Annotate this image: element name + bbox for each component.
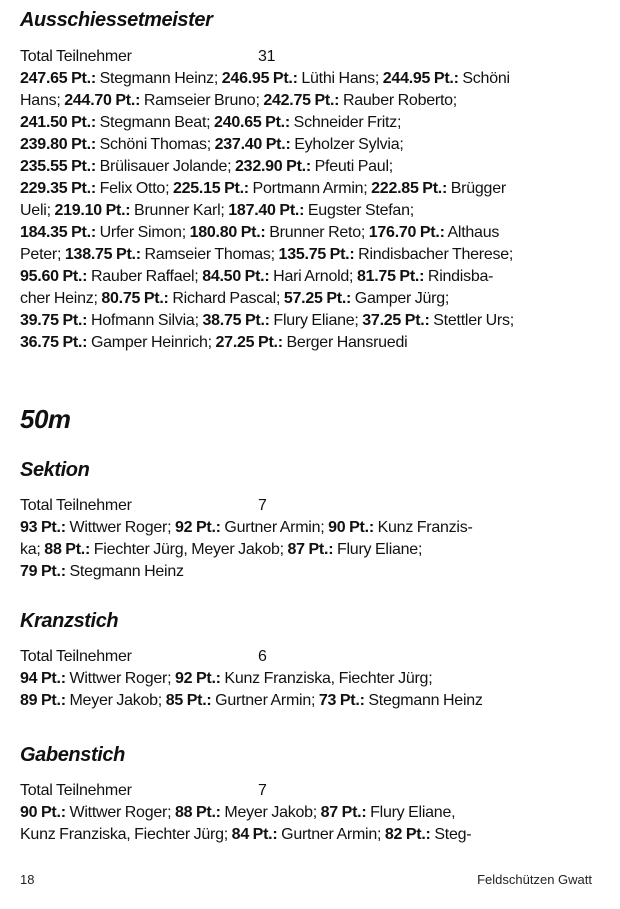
total-participants-row bbox=[20, 646, 610, 668]
participant-names: Gurtner Armin; bbox=[211, 692, 319, 709]
result-line bbox=[20, 222, 610, 244]
score: 93 Pt.: bbox=[20, 519, 66, 536]
score: 246.95 Pt.: bbox=[221, 70, 298, 87]
score: 88 Pt.: bbox=[44, 541, 91, 558]
participant-names: Flury Eliane, bbox=[366, 804, 456, 821]
result-line bbox=[20, 824, 610, 846]
participant-names: Eugster Stefan; bbox=[304, 202, 414, 219]
score: 73 Pt.: bbox=[318, 692, 365, 709]
total-label: Total Teilnehmer bbox=[20, 497, 132, 514]
result-line bbox=[20, 156, 610, 178]
score: 232.90 Pt.: bbox=[235, 158, 311, 175]
result-line bbox=[20, 690, 610, 712]
participant-names: Hari Arnold; bbox=[269, 268, 357, 285]
participant-names: Wittwer Roger; bbox=[65, 519, 175, 536]
section-title-kranzstich: Kranzstich bbox=[20, 610, 119, 632]
participant-names: Althaus bbox=[444, 224, 500, 241]
result-line bbox=[20, 68, 610, 90]
participant-names: Gurtner Armin; bbox=[277, 826, 385, 843]
participant-names: Wittwer Roger; bbox=[65, 804, 175, 821]
score: 219.10 Pt.: bbox=[54, 202, 131, 219]
participant-names: Lüthi Hans; bbox=[297, 70, 383, 87]
score: 39.75 Pt.: bbox=[20, 312, 88, 329]
score: 135.75 Pt.: bbox=[278, 246, 355, 263]
total-label: Total Teilnehmer bbox=[20, 782, 132, 799]
result-line bbox=[20, 244, 610, 266]
score: 138.75 Pt.: bbox=[64, 246, 141, 263]
section-title-gabenstich: Gabenstich bbox=[20, 744, 125, 766]
participant-names: Rauber Raffael; bbox=[87, 268, 203, 285]
heading-50m: 50m bbox=[20, 404, 71, 434]
participant-names: Flury Eliane; bbox=[333, 541, 423, 558]
result-line bbox=[20, 802, 610, 824]
participant-names: Pfeuti Paul; bbox=[310, 158, 393, 175]
participant-names: cher Heinz; bbox=[20, 290, 102, 307]
participant-names: Peter; bbox=[20, 246, 65, 263]
score: 89 Pt.: bbox=[20, 692, 66, 709]
participant-names: ka; bbox=[20, 541, 45, 558]
participant-names: Stegmann Heinz bbox=[364, 692, 483, 709]
score: 187.40 Pt.: bbox=[228, 202, 305, 219]
score: 247.65 Pt.: bbox=[20, 70, 96, 87]
score: 242.75 Pt.: bbox=[263, 92, 340, 109]
total-value: 7 bbox=[258, 782, 267, 799]
participant-names: Kunz Franziska, Fiechter Jürg; bbox=[220, 670, 433, 687]
score: 222.85 Pt.: bbox=[371, 180, 448, 197]
participant-names: Schöni bbox=[458, 70, 510, 87]
score: 90 Pt.: bbox=[20, 804, 66, 821]
score: 90 Pt.: bbox=[328, 519, 374, 536]
score: 239.80 Pt.: bbox=[20, 136, 96, 153]
participant-names: Meyer Jakob; bbox=[65, 692, 166, 709]
section-body-sektion bbox=[20, 495, 610, 583]
result-line bbox=[20, 288, 610, 310]
total-participants-row bbox=[20, 780, 610, 802]
participant-names: Richard Pascal; bbox=[168, 290, 284, 307]
participant-names: Flury Eliane; bbox=[269, 312, 363, 329]
participant-names: Wittwer Roger; bbox=[65, 670, 175, 687]
score: 84 Pt.: bbox=[231, 826, 278, 843]
total-value: 7 bbox=[258, 497, 267, 514]
participant-names: Rauber Roberto; bbox=[339, 92, 457, 109]
total-label: Total Teilnehmer bbox=[20, 48, 132, 65]
participant-names: Meyer Jakob; bbox=[220, 804, 321, 821]
total-label: Total Teilnehmer bbox=[20, 648, 132, 665]
score: 85 Pt.: bbox=[165, 692, 212, 709]
page-number: 18 bbox=[20, 872, 35, 887]
participant-names: Fiechter Jürg, Meyer Jakob; bbox=[90, 541, 288, 558]
score: 84.50 Pt.: bbox=[202, 268, 270, 285]
score: 240.65 Pt.: bbox=[214, 114, 290, 131]
score: 225.15 Pt.: bbox=[172, 180, 249, 197]
score: 244.70 Pt.: bbox=[64, 92, 141, 109]
participant-names: Gurtner Armin; bbox=[220, 519, 329, 536]
section-title-sektion: Sektion bbox=[20, 459, 90, 481]
score: 37.25 Pt.: bbox=[362, 312, 430, 329]
participant-names: Brügger bbox=[447, 180, 506, 197]
result-line bbox=[20, 90, 610, 112]
footer-publisher: Feldschützen Gwatt bbox=[477, 872, 592, 887]
participant-names: Brunner Reto; bbox=[265, 224, 369, 241]
result-line bbox=[20, 310, 610, 332]
result-line bbox=[20, 134, 610, 156]
score: 92 Pt.: bbox=[174, 670, 221, 687]
participant-names: Berger Hansruedi bbox=[282, 334, 408, 351]
total-participants-row bbox=[20, 495, 610, 517]
participant-names: Steg- bbox=[430, 826, 472, 843]
score: 82 Pt.: bbox=[384, 826, 431, 843]
participant-names: Stettler Urs; bbox=[429, 312, 514, 329]
participant-names: Kunz Franziska, Fiechter Jürg; bbox=[20, 826, 232, 843]
section-body-ausschiessetmeister bbox=[20, 46, 610, 354]
score: 235.55 Pt.: bbox=[20, 158, 96, 175]
score: 87 Pt.: bbox=[287, 541, 334, 558]
participant-names: Ramseier Bruno; bbox=[140, 92, 264, 109]
score: 94 Pt.: bbox=[20, 670, 66, 687]
participant-names: Ramseier Thomas; bbox=[140, 246, 279, 263]
participant-names: Eyholzer Sylvia; bbox=[290, 136, 404, 153]
score: 92 Pt.: bbox=[174, 519, 221, 536]
participant-names: Schneider Fritz; bbox=[289, 114, 402, 131]
score: 244.95 Pt.: bbox=[382, 70, 459, 87]
participant-names: Schöni Thomas; bbox=[95, 136, 215, 153]
result-line bbox=[20, 112, 610, 134]
score: 57.25 Pt.: bbox=[283, 290, 352, 307]
result-line bbox=[20, 517, 610, 539]
participant-names: Portmann Armin; bbox=[248, 180, 372, 197]
score: 180.80 Pt.: bbox=[189, 224, 266, 241]
participant-names: Hofmann Silvia; bbox=[87, 312, 203, 329]
result-line bbox=[20, 539, 610, 561]
score: 241.50 Pt.: bbox=[20, 114, 96, 131]
result-line bbox=[20, 561, 610, 583]
score: 184.35 Pt.: bbox=[20, 224, 96, 241]
score: 237.40 Pt.: bbox=[214, 136, 291, 153]
section-title-ausschiessetmeister: Ausschiessetmeister bbox=[20, 9, 213, 31]
score: 80.75 Pt.: bbox=[101, 290, 169, 307]
result-line bbox=[20, 668, 610, 690]
participant-names: Brunner Karl; bbox=[130, 202, 229, 219]
score: 36.75 Pt.: bbox=[20, 334, 88, 351]
result-line bbox=[20, 266, 610, 288]
section-body-kranzstich bbox=[20, 646, 610, 712]
total-value: 6 bbox=[258, 648, 267, 665]
score: 27.25 Pt.: bbox=[215, 334, 283, 351]
score: 87 Pt.: bbox=[320, 804, 367, 821]
result-line bbox=[20, 332, 610, 354]
score: 79 Pt.: bbox=[20, 563, 66, 580]
total-value: 31 bbox=[258, 48, 276, 65]
result-line bbox=[20, 200, 610, 222]
participant-names: Rindisba- bbox=[424, 268, 494, 285]
participant-names: Gamper Jürg; bbox=[351, 290, 450, 307]
participant-names: Stegmann Beat; bbox=[95, 114, 215, 131]
score: 229.35 Pt.: bbox=[20, 180, 96, 197]
result-line bbox=[20, 178, 610, 200]
participant-names: Stegmann Heinz; bbox=[95, 70, 222, 87]
section-body-gabenstich bbox=[20, 780, 610, 846]
participant-names: Hans; bbox=[20, 92, 65, 109]
score: 88 Pt.: bbox=[174, 804, 221, 821]
participant-names: Kunz Franzis- bbox=[373, 519, 473, 536]
score: 176.70 Pt.: bbox=[368, 224, 445, 241]
participant-names: Ueli; bbox=[20, 202, 55, 219]
participant-names: Brülisauer Jolande; bbox=[95, 158, 236, 175]
participant-names: Rindisbacher Therese; bbox=[354, 246, 514, 263]
participant-names: Urfer Simon; bbox=[95, 224, 190, 241]
score: 81.75 Pt.: bbox=[356, 268, 425, 285]
participant-names: Stegmann Heinz bbox=[65, 563, 184, 580]
participant-names: Gamper Heinrich; bbox=[87, 334, 216, 351]
score: 95.60 Pt.: bbox=[20, 268, 88, 285]
total-participants-row bbox=[20, 46, 610, 68]
score: 38.75 Pt.: bbox=[202, 312, 270, 329]
participant-names: Felix Otto; bbox=[95, 180, 173, 197]
